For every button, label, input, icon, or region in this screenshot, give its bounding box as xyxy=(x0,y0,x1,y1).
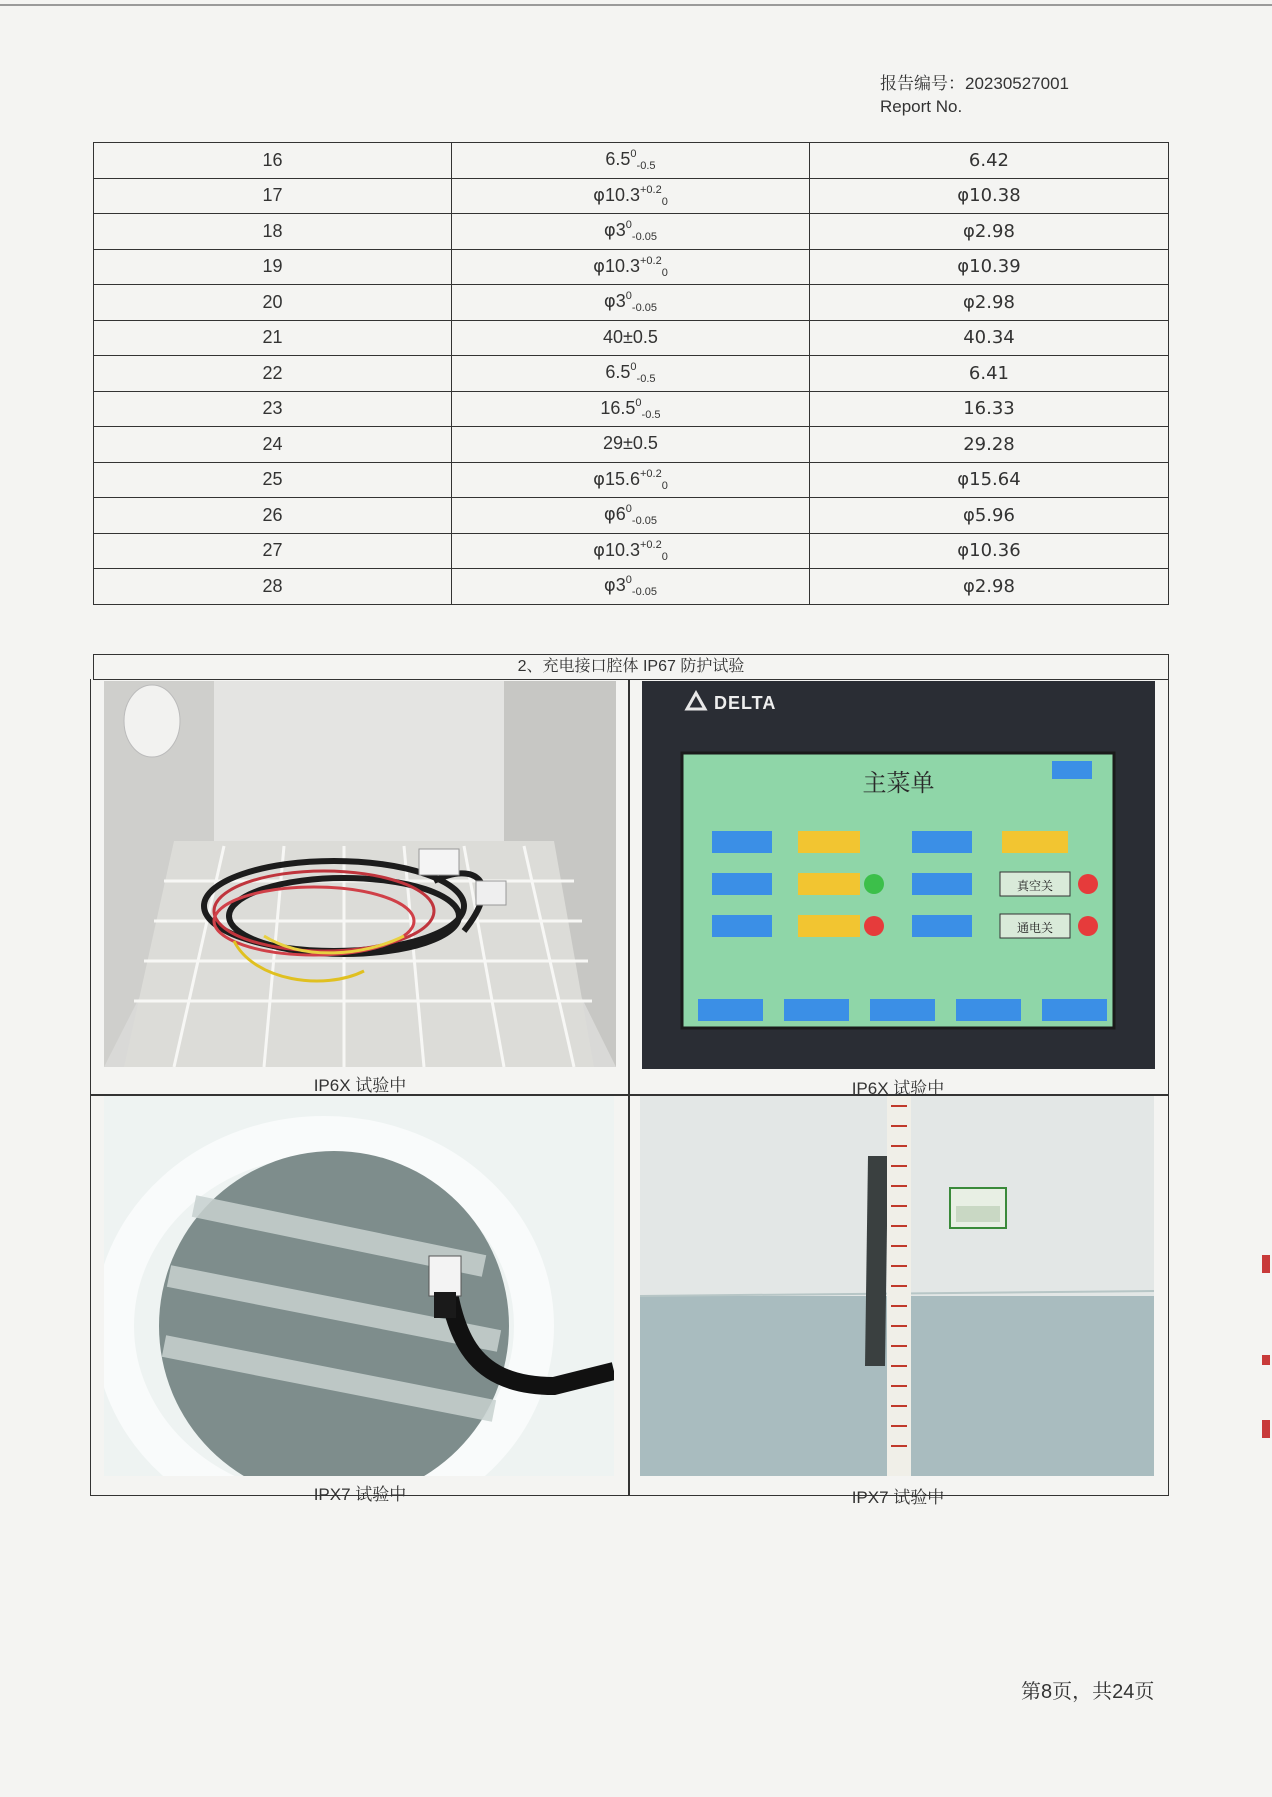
measured-value: 6.42 xyxy=(809,143,1168,179)
caption-ipx7-1: IPX7 试验中 xyxy=(313,1485,407,1504)
nominal-dimension xyxy=(451,427,809,463)
table-row xyxy=(94,533,1169,569)
lower-tolerance: -0.05 xyxy=(631,586,657,599)
diameter-symbol: φ xyxy=(603,291,616,313)
measured-value: φ10.38 xyxy=(809,178,1168,214)
lower-tolerance: -0.5 xyxy=(636,160,656,173)
photo-ip6x-chamber xyxy=(104,681,616,1067)
nominal-value: 3 xyxy=(615,220,626,241)
diameter-symbol: φ xyxy=(593,255,605,277)
item-number: 28 xyxy=(94,569,452,605)
upper-tolerance: 0 xyxy=(635,396,642,409)
item-number: 25 xyxy=(94,462,452,498)
report-number-en: Report No. xyxy=(880,97,963,116)
page-footer: 第8页，共24页 xyxy=(1021,1681,1155,1703)
measured-value: φ15.64 xyxy=(809,462,1168,498)
table-row xyxy=(94,569,1169,605)
nominal-dimension xyxy=(451,391,809,427)
caption-ip6x-1: IP6X 试验中 xyxy=(313,1076,407,1095)
hmi-brand: DELTA xyxy=(714,693,777,713)
item-number: 27 xyxy=(94,533,452,569)
lower-tolerance: -0.05 xyxy=(631,231,657,244)
nominal-dimension xyxy=(451,462,809,498)
table-row xyxy=(94,249,1169,285)
diameter-symbol: φ xyxy=(603,575,616,597)
table-row xyxy=(94,320,1169,356)
nominal-dimension xyxy=(451,356,809,392)
measured-value: φ5.96 xyxy=(809,498,1168,534)
caption-ipx7-2: IPX7 试验中 xyxy=(851,1488,945,1507)
upper-tolerance: +0.2 xyxy=(639,254,662,267)
table-row xyxy=(94,143,1169,179)
lower-tolerance: -0.5 xyxy=(641,408,661,421)
item-number: 26 xyxy=(94,498,452,534)
measured-value: φ10.36 xyxy=(809,533,1168,569)
lower-tolerance: -0.05 xyxy=(631,302,657,315)
diameter-symbol: φ xyxy=(593,184,605,206)
diameter-symbol: φ xyxy=(593,468,605,490)
measured-value: φ2.98 xyxy=(809,569,1168,605)
item-number: 24 xyxy=(94,427,452,463)
nominal-value: 10.3 xyxy=(604,184,640,205)
nominal-dimension xyxy=(451,249,809,285)
seal-edge xyxy=(1262,1420,1270,1438)
status-led-green-icon xyxy=(864,874,884,894)
top-rule xyxy=(0,4,1272,6)
report-header xyxy=(880,72,1069,118)
nominal-value: 6.5 xyxy=(605,362,631,383)
lower-tolerance: -0.5 xyxy=(636,373,656,386)
upper-tolerance: 0 xyxy=(625,574,632,587)
table-row xyxy=(94,285,1169,321)
nominal-dimension xyxy=(451,569,809,605)
upper-tolerance: +0.2 xyxy=(639,538,662,551)
nominal-value: 10.3 xyxy=(604,255,640,276)
grid-divider xyxy=(628,679,630,1496)
photo-ipx7-ruler xyxy=(640,1096,1154,1476)
hmi-menu-title: 主菜单 xyxy=(862,769,935,797)
lower-tolerance: 0 xyxy=(661,550,668,563)
nominal-value: 6 xyxy=(615,504,626,525)
nominal-value: 40±0.5 xyxy=(602,326,658,347)
item-number: 18 xyxy=(94,214,452,250)
nominal-value: 16.5 xyxy=(600,397,636,418)
lower-tolerance: 0 xyxy=(661,266,668,279)
upper-tolerance: 0 xyxy=(625,503,632,516)
nominal-dimension xyxy=(451,214,809,250)
measured-value: 29.28 xyxy=(809,427,1168,463)
table-row xyxy=(94,214,1169,250)
nominal-dimension xyxy=(451,178,809,214)
hmi-button-power-off: 通电关 xyxy=(1016,921,1053,935)
nominal-dimension xyxy=(451,285,809,321)
seal-edge xyxy=(1262,1355,1270,1365)
item-number: 19 xyxy=(94,249,452,285)
photo-hmi-screen xyxy=(642,681,1155,1069)
section-title: 2、充电接口腔体 IP67 防护试验 xyxy=(93,654,1169,680)
nominal-dimension xyxy=(451,143,809,179)
table-row xyxy=(94,498,1169,534)
nominal-value: 6.5 xyxy=(605,149,631,170)
lower-tolerance: 0 xyxy=(661,195,668,208)
lower-tolerance: -0.05 xyxy=(631,515,657,528)
table-row xyxy=(94,462,1169,498)
dimension-table xyxy=(93,142,1169,605)
photo-ipx7-tank xyxy=(104,1096,614,1476)
seal-edge xyxy=(1262,1255,1270,1273)
upper-tolerance: 0 xyxy=(630,148,637,161)
nominal-value: 15.6 xyxy=(604,468,640,489)
status-led-red-icon xyxy=(864,916,884,936)
hmi-button-vacuum-off: 真空关 xyxy=(1016,879,1053,893)
item-number: 23 xyxy=(94,391,452,427)
status-led-red-icon xyxy=(1078,916,1098,936)
measured-value: φ2.98 xyxy=(809,214,1168,250)
nominal-dimension xyxy=(451,533,809,569)
upper-tolerance: +0.2 xyxy=(639,467,662,480)
measured-value: 6.41 xyxy=(809,356,1168,392)
nominal-value: 3 xyxy=(615,575,626,596)
nominal-dimension xyxy=(451,320,809,356)
diameter-symbol: φ xyxy=(603,220,616,242)
item-number: 22 xyxy=(94,356,452,392)
lower-tolerance: 0 xyxy=(661,479,668,492)
table-row xyxy=(94,427,1169,463)
upper-tolerance: 0 xyxy=(625,219,632,232)
caption-ip6x-2: IP6X 试验中 xyxy=(851,1079,945,1098)
measured-value: 40.34 xyxy=(809,320,1168,356)
item-number: 16 xyxy=(94,143,452,179)
diameter-symbol: φ xyxy=(603,504,616,526)
nominal-value: 29±0.5 xyxy=(602,433,658,454)
measured-value: φ10.39 xyxy=(809,249,1168,285)
measured-value: 16.33 xyxy=(809,391,1168,427)
nominal-value: 3 xyxy=(615,291,626,312)
item-number: 21 xyxy=(94,320,452,356)
item-number: 17 xyxy=(94,178,452,214)
upper-tolerance: +0.2 xyxy=(639,183,662,196)
measured-value: φ2.98 xyxy=(809,285,1168,321)
nominal-value: 10.3 xyxy=(604,539,640,560)
table-row xyxy=(94,178,1169,214)
table-row xyxy=(94,391,1169,427)
report-number: 报告编号：20230527001 xyxy=(880,74,1070,93)
table-row xyxy=(94,356,1169,392)
upper-tolerance: 0 xyxy=(630,361,637,374)
status-led-red-icon xyxy=(1078,874,1098,894)
upper-tolerance: 0 xyxy=(625,290,632,303)
nominal-dimension xyxy=(451,498,809,534)
item-number: 20 xyxy=(94,285,452,321)
diameter-symbol: φ xyxy=(593,539,605,561)
